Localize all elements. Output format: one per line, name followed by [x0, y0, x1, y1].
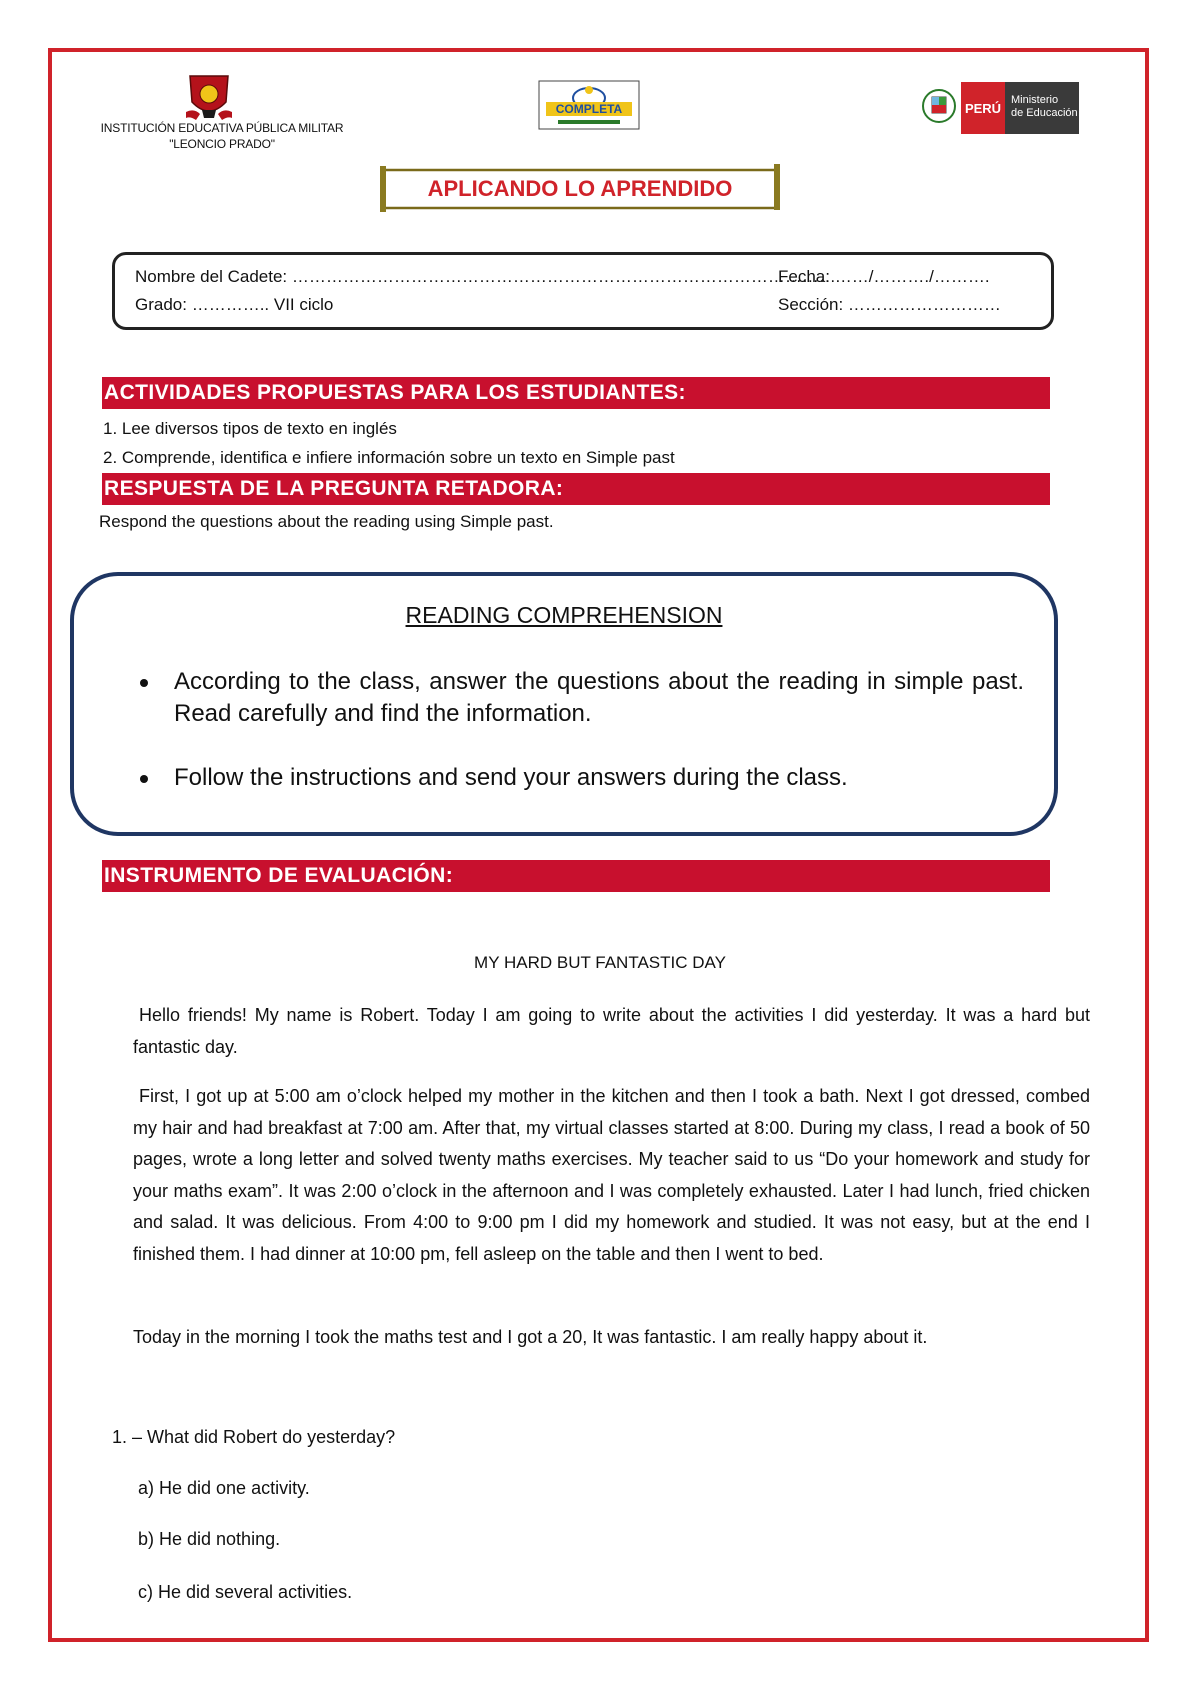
instruction-text: According to the class, answer the questions about the reading in simple past. Read carefully and find the information. — [174, 668, 1024, 727]
instruction-text: Follow the instructions and send your answers during the class. — [174, 764, 848, 791]
instruction-bullet — [174, 762, 1024, 794]
answer-option-b[interactable]: b) He did nothing. — [138, 1529, 281, 1549]
instruction-bullet — [174, 666, 1024, 730]
section-field[interactable]: Sección: ……………………… — [778, 295, 1001, 314]
answer-option-c[interactable]: c) He did several activities. — [138, 1582, 353, 1602]
reading-paragraph: First, I got up at 5:00 am o’clock helped my mother in the kitchen and then I took a bath. Next I got dressed, combed my hair and had breakfast at 7:00 am. After that, my virtual classes started at 8:00. During my class, I read a book of 50 pages, wrote a long letter and solved twenty maths exercises. My teacher said to us “Do your homework and study for your maths exam”. It was 2:00 o’clock in the afternoon and I was completely exhausted. Later I had lunch, fried chicken and salad. It was delicious. From 4:00 to 9:00 pm I did my homework and studied. It was not easy, but at the end I finished them. I had dinner at 10:00 pm, fell asleep on the table and then I went to bed. — [133, 1086, 1090, 1264]
banner-title: APLICANDO LO APRENDIDO — [427, 176, 733, 201]
school-crest-icon — [186, 72, 232, 122]
activities-heading: ACTIVIDADES PROPUESTAS PARA LOS ESTUDIANTES: — [102, 377, 1050, 409]
reading-paragraph: Today in the morning I took the maths test and I got a 20, It was fantastic. I am really happy about it. — [133, 1327, 928, 1347]
answer-option-a[interactable]: a) He did one activity. — [138, 1478, 310, 1498]
institution-name — [92, 120, 352, 152]
grade-field[interactable]: Grado: ………….. VII ciclo — [135, 295, 334, 314]
institution-line-1: INSTITUCIÓN EDUCATIVA PÚBLICA MILITAR — [100, 121, 344, 135]
minedu-peru-label: PERÚ — [961, 82, 1005, 134]
completa-logo-icon — [538, 80, 640, 130]
minedu-line-2: de Educación — [1011, 107, 1078, 119]
minedu-line-1: Ministerio — [1011, 94, 1059, 106]
reading-comprehension-box — [70, 572, 1058, 836]
reading-title: MY HARD BUT FANTASTIC DAY — [474, 953, 726, 972]
completa-logo-text: COMPLETA — [555, 102, 623, 116]
reading-comprehension-title: READING COMPREHENSION — [405, 602, 723, 628]
activity-item: 2. Comprende, identifica e infiere información sobre un texto en Simple past — [103, 448, 675, 467]
minedu-logo — [917, 80, 1079, 134]
activity-item: 1. Lee diversos tipos de texto en inglés — [103, 419, 397, 438]
bullet-icon — [140, 775, 148, 783]
challenge-heading: RESPUESTA DE LA PREGUNTA RETADORA: — [102, 473, 1050, 505]
evaluation-heading: INSTRUMENTO DE EVALUACIÓN: — [102, 860, 1050, 892]
minedu-ministry-label — [1005, 82, 1079, 134]
cadet-name-field[interactable]: Nombre del Cadete: …………………………………………………………………………………… — [135, 267, 836, 286]
institution-line-2: "LEONCIO PRADO" — [169, 137, 275, 151]
student-info-box — [112, 252, 1054, 330]
peru-seal-icon — [921, 86, 957, 126]
activities-list — [103, 414, 675, 472]
bullet-icon — [140, 679, 148, 687]
reading-paragraph: Hello friends! My name is Robert. Today I am going to write about the activities I did yesterday. It was a hard but fantastic day. — [133, 1005, 1090, 1057]
date-field[interactable]: Fecha: ……/………./………. — [778, 267, 990, 286]
challenge-instruction: Respond the questions about the reading using Simple past. — [99, 512, 554, 531]
question-1: 1. – What did Robert do yesterday? — [112, 1427, 396, 1447]
